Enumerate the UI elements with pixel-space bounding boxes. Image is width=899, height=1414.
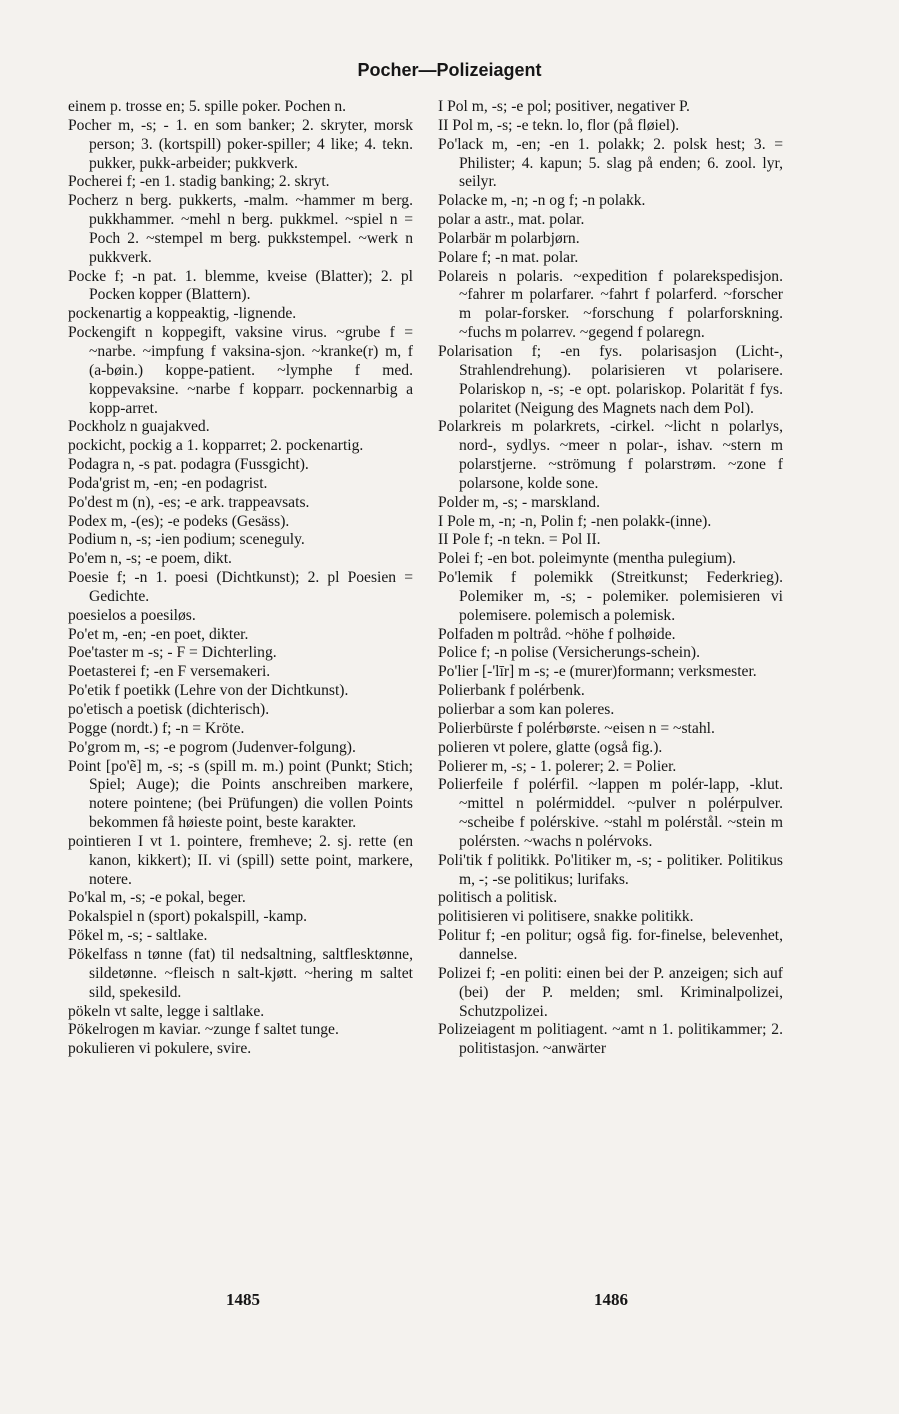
dict-entry: Po'lack m, -en; -en 1. polakk; 2. polsk hest; 3. = Philister; 4. kapun; 5. slag på enden; 6. zool. lyr, seilyr. [438,135,783,191]
dict-entry: Polizei f; -en politi: einen bei der P. anzeigen; sich auf (bei) der P. melden; sml. Kriminalpolizei, Schutzpolizei. [438,964,783,1020]
dict-entry: Poda'grist m, -en; -en podagrist. [68,474,268,492]
dict-entry: poesielos a poesiløs. [68,606,196,624]
dict-entry: Po'et m, -en; -en poet, dikter. [68,625,249,643]
running-header: Pocher—Polizeiagent [357,60,542,80]
dict-entry: Pökel m, -s; - saltlake. [68,927,208,945]
dict-entry: Pocherei f; -en 1. stadig banking; 2. skryt. [68,173,330,191]
dict-entry: Polareis n polaris. ~expedition f polarekspedisjon. ~fahrer m polarfarer. ~fahrt f polarferd. ~forscher m polar-forsker. ~forschung f polarforskning. ~fuchs m polarrev. ~gegend f polaregn. [438,267,783,342]
dict-entry: Police f; -n polise (Versicherungs-schein). [438,644,700,662]
dict-entry: Polfaden m poltråd. ~höhe f polhøide. [438,625,676,643]
dict-entry: Poetasterei f; -en F versemakeri. [68,663,271,681]
dict-entry: Po'lemik f polemikk (Streitkunst; Federkrieg). Polemiker m, -s; - polemiker. polemisieren vi polemisere. polemisch a polemisk. [438,569,783,624]
dict-entry: Po'etik f poetikk (Lehre von der Dichtkunst). [68,682,349,700]
dict-entry: polierbar a som kan poleres. [438,701,615,718]
dict-entry: pökeln vt salte, legge i saltlake. [68,1002,265,1020]
page-number-left: 1485 [226,1290,260,1309]
dict-entry: I Pole m, -n; -n, Polin f; -nen polakk-(inne). [438,512,712,530]
dict-entry: Po'grom m, -s; -e pogrom (Judenver-folgung). [68,738,356,756]
dict-entry: Politur f; -en politur; også fig. for-finelse, belevenhet, dannelse. [438,927,783,963]
dict-entry: Pokalspiel n (sport) pokalspill, -kamp. [68,908,308,926]
dict-entry: Po'em n, -s; -e poem, dikt. [68,550,232,568]
dict-entry: Polarbär m polarbjørn. [438,229,580,247]
left-column [68,98,413,1059]
dict-entry: Pogge (nordt.) f; -n = Kröte. [68,719,245,737]
dict-entry: po'etisch a poetisk (dichterisch). [68,701,270,718]
dict-entry: Pocke f; -n pat. 1. blemme, kveise (Blatter); 2. pl Pocken kopper (Blattern). [68,267,413,304]
dict-entry: II Pole f; -n tekn. = Pol II. [438,531,601,549]
dict-entry: Polei f; -en bot. poleimynte (mentha pulegium). [438,550,736,568]
dict-entry: politisieren vi politisere, snakke politikk. [438,908,694,926]
dict-entry: pokulieren vi pokulere, svire. [68,1040,252,1058]
dict-entry: polieren vt polere, glatte (også fig.). [438,738,663,756]
dict-entry: politisch a politisk. [438,889,558,907]
dict-entry: Polierfeile f polérfil. ~lappen m polér-lapp, -klut. ~mittel n polérmiddel. ~pulver n polérpulver. ~scheibe f polérskive. ~stahl m polérstål. ~stein m polérsten. ~wachs n polérvoks. [438,776,783,850]
dict-entry: Polierbank f polérbenk. [438,682,585,700]
dict-entry: II Pol m, -s; -e tekn. lo, flor (på fløiel). [438,116,680,134]
dict-entry: Polare f; -n mat. polar. [438,248,579,266]
dict-entry: Polder m, -s; - marskland. [438,493,600,511]
dict-entry: Polierer m, -s; - 1. polerer; 2. = Polier. [438,757,677,775]
dict-entry: pockenartig a koppeaktig, -lignende. [68,305,297,323]
dict-entry: Pocherz n berg. pukkerts, -malm. ~hammer m berg. pukkhammer. ~mehl n berg. pukkmel. ~spiel n = Poch 2. ~stempel m berg. pukkstempel. ~werk n pukkverk. [68,192,413,266]
dict-entry: Polarkreis m polarkrets, -cirkel. ~licht n polarlys, nord-, sydlys. ~meer n polar-, ishav. ~stern m polarstjerne. ~strömung f polarstrøm. ~zone f polarsone, kolde sone. [438,418,783,492]
dict-entry: I Pol m, -s; -e pol; positiver, negativer P. [438,98,690,115]
dict-entry: pockicht, pockig a 1. kopparret; 2. pockenartig. [68,437,364,455]
dict-entry: Polarisation f; -en fys. polarisasjon (Licht-, Strahlendrehung). polarisieren vt polarisere. Polariskop n, -s; -e opt. polariskop. Polarität f fys. polaritet (Neigung des Magnets nach dem Pol). [438,342,783,417]
dict-entry: Podex m, -(es); -e podeks (Gesäss). [68,512,290,530]
right-column [438,98,783,1059]
dict-entry: Pökelfass n tønne (fat) til nedsaltning, saltflesktønne, sildetønne. ~fleisch n salt-kjøtt. ~hering m saltet sild, spekesild. [68,945,413,1001]
dict-entry: Pökelrogen m kaviar. ~zunge f saltet tunge. [68,1021,339,1039]
dict-entry: Po'dest m (n), -es; -e ark. trappeavsats. [68,493,310,511]
dict-entry: Poesie f; -n 1. poesi (Dichtkunst); 2. pl Poesien = Gedichte. [68,569,413,605]
dict-entry: Poli'tik f politikk. Po'litiker m, -s; - politiker. Politikus m, -; -se politikus; lurifaks. [438,851,783,888]
dict-entry: pointieren I vt 1. pointere, fremheve; 2. sj. rette (en kanon, kikkert); II. vi (spill) sette point, markere, notere. [68,832,413,888]
dict-entry: Pockholz n guajakved. [68,418,210,436]
dict-entry: Point [po'ẽ] m, -s; -s (spill m. m.) point (Punkt; Stich; Spiel; Auge); die Points anschreiben markere, notere pointene; (bei Prüfungen) die vollen Points bekommen få høieste point, beste karakter. [68,757,413,832]
dict-entry: Pockengift n koppegift, vaksine virus. ~grube f = ~narbe. ~impfung f vaksina-sjon. ~kranke(r) m, f (a-bøin.) koppe-patient. ~lymphe f med. koppevaksine. ~narbe f kopparr. pockennarbig a kopp-arret. [68,324,413,417]
dict-entry: Polizeiagent m politiagent. ~amt n 1. politikammer; 2. politistasjon. ~anwärter [438,1021,783,1058]
dict-entry: Pocher m, -s; - 1. en som banker; 2. skryter, morsk person; 3. (kortspill) poker-spiller; 4 like; 4. tekn. pukker, pukk-arbeider; pukkverk. [68,116,413,172]
dict-entry: Po'kal m, -s; -e pokal, beger. [68,889,246,907]
dict-entry: Polacke m, -n; -n og f; -n polakk. [438,192,646,210]
dict-entry: Podagra n, -s pat. podagra (Fussgicht). [68,456,309,474]
dict-entry: Po'lier [-'līr] m -s; -e (murer)formann; verksmester. [438,663,757,681]
dict-entry: polar a astr., mat. polar. [438,211,585,229]
page-number-right: 1486 [594,1290,628,1309]
dict-entry: einem p. trosse en; 5. spille poker. Pochen n. [68,98,347,115]
dict-entry: Polierbürste f polérbørste. ~eisen n = ~stahl. [438,719,715,737]
dict-entry: Poe'taster m -s; - F = Dichterling. [68,644,277,662]
dict-entry: Podium n, -s; -ien podium; sceneguly. [68,531,305,549]
